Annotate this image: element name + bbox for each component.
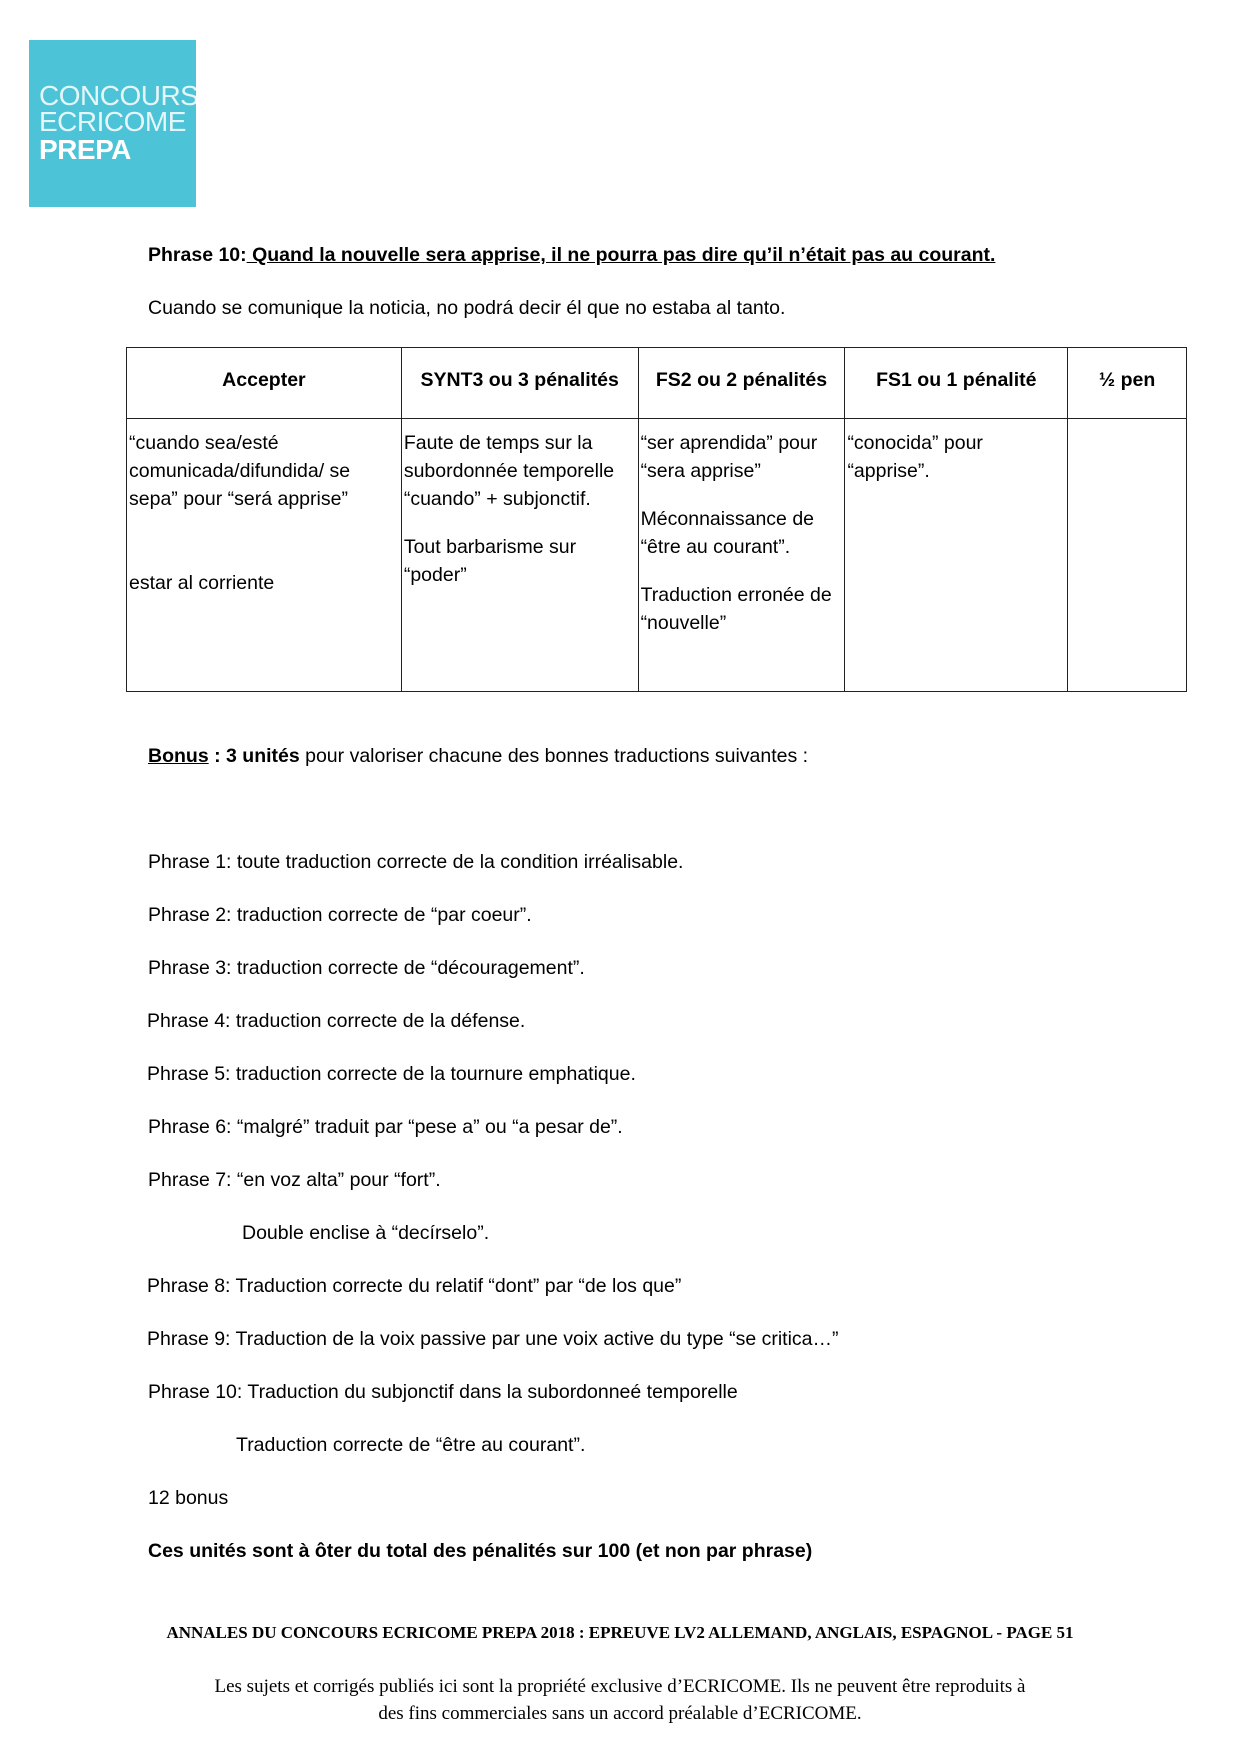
bonus-rest: pour valoriser chacune des bonnes traductions suivantes : [299,745,809,767]
table-header-row [127,348,1187,419]
bonus-phrase-7b: Double enclise à “decírselo”. [242,1222,490,1244]
bonus-phrase-6: Phrase 6: “malgré” traduit par “pese a” ou “a pesar de”. [148,1116,623,1138]
bonus-phrase-4: Phrase 4: traduction correcte de la défense. [147,1010,526,1032]
ecricome-logo [29,40,199,207]
header-accepter: Accepter [127,348,402,419]
phrase10-heading [148,243,995,267]
footer-note-line-1: Les sujets et corrigés publiés ici sont la propriété exclusive d’ECRICOME. Ils ne peuvent être reproduits à [214,1676,1026,1697]
bonus-phrase-3: Phrase 3: traduction correcte de “découragement”. [148,957,585,979]
bonus-phrase-10: Phrase 10: Traduction du subjonctif dans la subordonneé temporelle [148,1381,738,1403]
footer-note-line-2: des fins commerciales sans un accord préalable d’ECRICOME. [378,1703,862,1724]
penalty-table [126,347,1187,692]
bonus-phrase-7: Phrase 7: “en voz alta” pour “fort”. [148,1169,441,1191]
fs2-text-2: Méconnaissance de “être au courant”. [640,508,815,558]
header-fs1: FS1 ou 1 pénalité [845,348,1068,419]
bonus-count: 12 bonus [148,1487,229,1509]
phrase10-translation: Cuando se comunique la noticia, no podrá decir él que no estaba al tanto. [148,297,786,319]
synt3-text-1: Faute de temps sur la subordonnée temporelle “cuando” + subjonctif. [403,432,615,510]
header-fs2: FS2 ou 2 pénalités [638,348,845,419]
phrase10-text: Quand la nouvelle sera apprise, il ne pourra pas dire qu’il n’était pas au courant. [246,244,996,266]
bonus-phrase-2: Phrase 2: traduction correcte de “par coeur”. [148,904,532,926]
footer-note [0,1673,1240,1727]
accepter-text-1: “cuando sea/esté comunicada/difundida/ se sepa” pour “será apprise” [129,432,351,510]
logo-line-prepa: PREPA [39,134,131,165]
phrase10-label: Phrase 10: [148,244,247,266]
synt3-text-2: Tout barbarisme sur “poder” [403,536,577,586]
cell-fs1 [845,419,1068,692]
bonus-sep: : [208,745,227,767]
header-synt3: SYNT3 ou 3 pénalités [401,348,638,419]
bonus-line [148,744,808,768]
fs1-text-1: “conocida” pour “apprise”. [847,432,983,482]
bonus-phrase-9: Phrase 9: Traduction de la voix passive par une voix active du type “se critica…” [147,1328,839,1350]
conclusion: Ces unités sont à ôter du total des pénalités sur 100 (et non par phrase) [148,1540,813,1562]
bonus-phrase-8: Phrase 8: Traduction correcte du relatif “dont” par “de los que” [147,1275,682,1297]
cell-accepter [127,419,402,692]
bonus-phrase-10b: Traduction correcte de “être au courant”. [236,1434,586,1456]
cell-synt3 [401,419,638,692]
bonus-phrase-1: Phrase 1: toute traduction correcte de la condition irréalisable. [148,851,684,873]
bonus-label: Bonus [148,745,209,767]
logo-line-concours: CONCOURS [39,80,199,111]
header-half-pen: ½ pen [1068,348,1187,419]
logo-line-ecricome: ECRICOME [39,106,186,137]
table-row [127,419,1187,692]
cell-fs2 [638,419,845,692]
footer-title: ANNALES DU CONCOURS ECRICOME PREPA 2018 : EPREUVE LV2 ALLEMAND, ANGLAIS, ESPAGNOL - PAGE 51 [166,1623,1074,1642]
bonus-phrase-5: Phrase 5: traduction correcte de la tournure emphatique. [147,1063,636,1085]
accepter-text-2: estar al corriente [129,572,275,594]
fs2-text-1: “ser aprendida” pour “sera apprise” [640,432,818,482]
fs2-text-3: Traduction erronée de “nouvelle” [640,584,832,634]
cell-half-pen [1068,419,1187,692]
bonus-units: 3 unités [226,745,300,767]
